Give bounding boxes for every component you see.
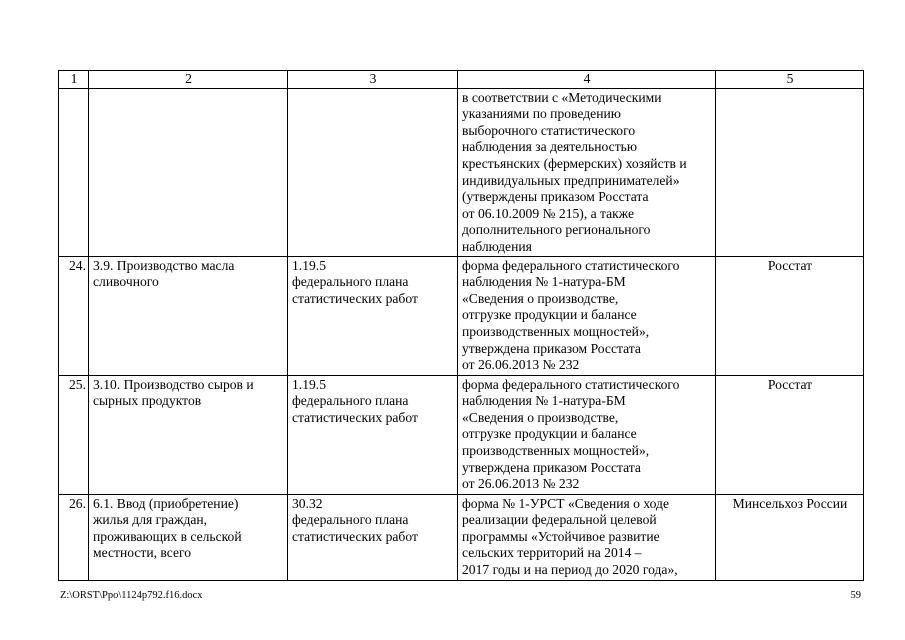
header-cell-5: 5: [716, 71, 864, 89]
form-cell: форма федерального статистического наблюдения № 1-натура-БМ «Сведения о производстве, отгрузке продукции и балансе производственных мощностей», утверждена приказом Росстата от 26.06.2013 № 232: [458, 256, 716, 375]
plan-cell: 1.19.5 федерального плана статистических работ: [288, 256, 458, 375]
table-row: [59, 375, 864, 494]
header-cell-4: 4: [458, 71, 716, 89]
source-cell: Росстат: [716, 375, 864, 494]
indicator-cell: 3.9. Производство масла сливочного: [89, 256, 288, 375]
plan-cell: 1.19.5 федерального плана статистических работ: [288, 375, 458, 494]
form-cell: форма № 1-УРСТ «Сведения о ходе реализации федеральной целевой программы «Устойчивое развитие сельских территорий на 2014 – 2017 годы и на период до 2020 года»,: [458, 494, 716, 580]
form-cell: в соответствии с «Методическими указаниями по проведению выборочного статистического наблюдения за деятельностью крестьянских (фермерских) хозяйств и индивидуальных предпринимателей» (утверждены приказом Росстата от 06.10.2009 № 215), а также дополнительного регионального наблюдения: [458, 88, 716, 256]
plan-cell: [288, 88, 458, 256]
form-cell: форма федерального статистического наблюдения № 1-натура-БМ «Сведения о производстве, отгрузке продукции и балансе производственных мощностей», утверждена приказом Росстата от 26.06.2013 № 232: [458, 375, 716, 494]
data-table: [58, 70, 864, 581]
source-cell: [716, 88, 864, 256]
row-number: 24.: [59, 256, 89, 375]
table-row: [59, 494, 864, 580]
header-cell-3: 3: [288, 71, 458, 89]
table-row: [59, 88, 864, 256]
page-number: 59: [850, 590, 861, 601]
indicator-cell: 3.10. Производство сыров и сырных продуктов: [89, 375, 288, 494]
row-number: [59, 88, 89, 256]
footer-file-path: Z:\ORST\Ppo\1124p792.f16.docx: [60, 590, 203, 601]
row-number: 25.: [59, 375, 89, 494]
row-number: 26.: [59, 494, 89, 580]
plan-cell: 30.32 федерального плана статистических работ: [288, 494, 458, 580]
source-cell: Минсельхоз России: [716, 494, 864, 580]
indicator-cell: 6.1. Ввод (приобретение) жилья для граждан, проживающих в сельской местности, всего: [89, 494, 288, 580]
header-cell-1: 1: [59, 71, 89, 89]
source-cell: Росстат: [716, 256, 864, 375]
table-header-row: [59, 71, 864, 89]
indicator-cell: [89, 88, 288, 256]
table-row: [59, 256, 864, 375]
header-cell-2: 2: [89, 71, 288, 89]
